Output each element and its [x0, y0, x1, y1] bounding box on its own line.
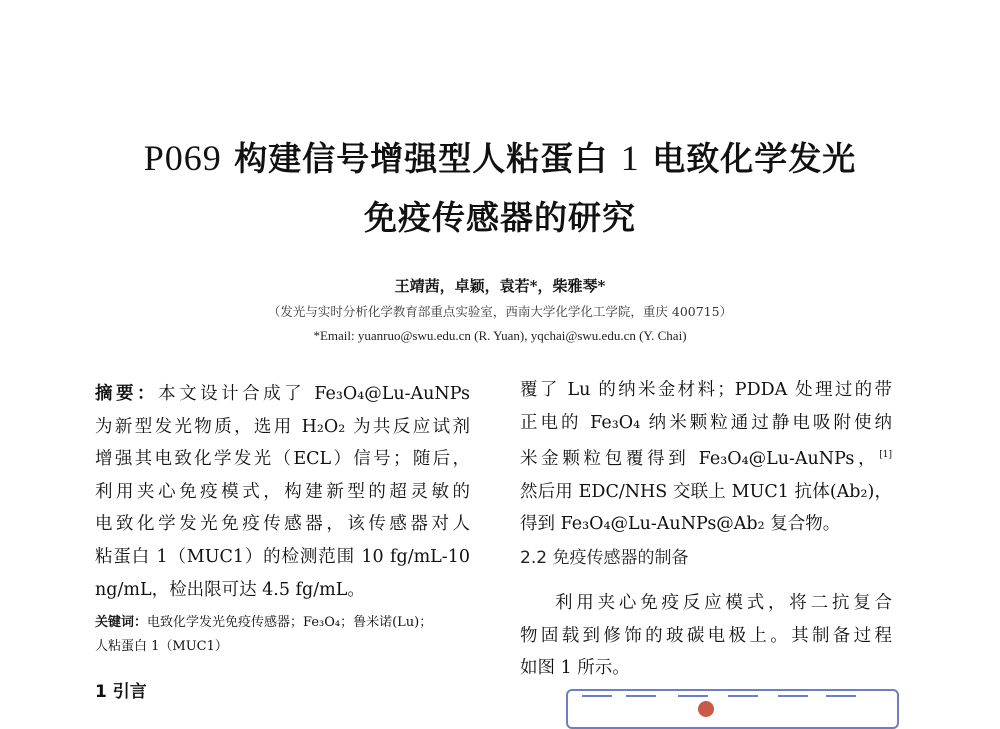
- body-text-right: [520, 374, 892, 541]
- figure-border-segment: [778, 695, 808, 697]
- abstract-line: [95, 378, 470, 411]
- body-paragraph: [520, 587, 892, 685]
- body-line: 得到 Fe₃O₄@Lu-AuNPs@Ab₂ 复合物。: [520, 514, 841, 535]
- author-list: 王靖茜，卓颖，袁若*，柴雅琴*: [394, 277, 606, 295]
- figure-border-segment: [678, 695, 708, 697]
- paper-title-line-1: [0, 133, 1000, 180]
- title-text: 构建信号增强型人粘蛋白: [234, 139, 609, 178]
- body-line: [520, 439, 892, 475]
- keywords-text: 电致化学发光免疫传感器；Fe₃O₄；鲁米诺(Lu)；: [147, 615, 433, 630]
- body-line: 物固载到修饰的玻碳电极上。其制备过程: [520, 625, 892, 646]
- body-line: 正电的 Fe₃O₄ 纳米颗粒通过静电吸附使纳: [520, 412, 892, 433]
- abstract-line: 增强其电致化学发光（ECL）信号；随后，: [95, 449, 470, 470]
- figure-border-segment: [626, 695, 656, 697]
- body-line: 如图 1 所示。: [520, 658, 630, 679]
- abstract-label: 摘要：: [95, 384, 159, 404]
- subsection-heading: 2.2 免疫传感器的制备: [520, 548, 689, 568]
- body-line: 然后用 EDC/NHS 交联上 MUC1 抗体(Ab₂)，: [520, 481, 892, 502]
- paper-code: P069: [143, 138, 222, 178]
- keywords-line: 人粘蛋白 1（MUC1）: [95, 639, 228, 654]
- contact-email: *Email: yuanruo@swu.edu.cn (R. Yuan), yqchai@swu.edu.cn (Y. Chai): [313, 328, 687, 343]
- citation-ref: [1]: [879, 450, 892, 461]
- abstract-line: 利用夹心免疫模式，构建新型的超灵敏的: [95, 481, 470, 502]
- keywords: [95, 611, 470, 659]
- keywords-label: 关键词：: [95, 615, 148, 630]
- figure-border-segment: [728, 695, 758, 697]
- figure-1-frame: [566, 689, 899, 729]
- abstract-line: 粘蛋白 1（MUC1）的检测范围 10 fg/mL-10: [95, 546, 470, 567]
- body-text: 米金颗粒包覆得到 Fe₃O₄@Lu-AuNPs，: [520, 449, 880, 470]
- abstract-text: 本文设计合成了 Fe₃O₄@Lu-AuNPs: [158, 384, 471, 404]
- abstract-line: 为新型发光物质，选用 H₂O₂ 为共反应试剂: [95, 416, 470, 437]
- figure-border-segment: [826, 695, 856, 697]
- title-number: 1: [620, 138, 640, 178]
- abstract: [95, 378, 470, 606]
- affiliation: （发光与实时分析化学教育部重点实验室，西南大学化学化工学院，重庆 400715）: [267, 304, 733, 319]
- keywords-line: [95, 611, 470, 635]
- paper-title-line-2: 免疫传感器的研究: [364, 198, 636, 237]
- section-heading-introduction: 1 引言: [95, 682, 147, 702]
- body-line: 覆了 Lu 的纳米金材料；PDDA 处理过的带: [520, 380, 892, 400]
- abstract-line: 电致化学发光免疫传感器，该传感器对人: [95, 514, 470, 535]
- title-tail: 电致化学发光: [652, 139, 857, 178]
- figure-border-segment: [582, 695, 612, 697]
- abstract-line: ng/mL，检出限可达 4.5 fg/mL。: [95, 579, 365, 600]
- body-line: 利用夹心免疫反应模式，将二抗复合: [555, 593, 892, 613]
- nanoparticle-icon: [698, 701, 714, 717]
